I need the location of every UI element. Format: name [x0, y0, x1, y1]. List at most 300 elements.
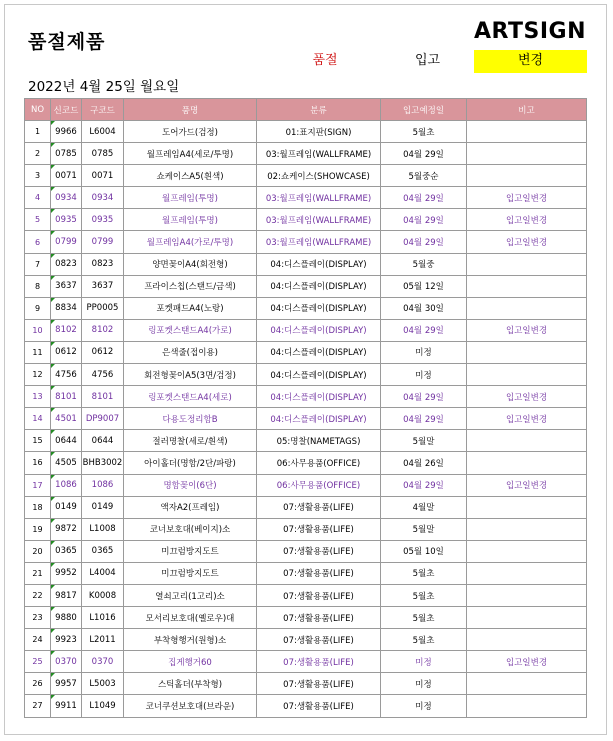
cell-name-text: 다용도정리함B — [162, 414, 218, 425]
cell-category — [257, 341, 381, 363]
cell-category-text: 07:생활용품(LIFE) — [283, 635, 354, 646]
comment-marker-icon — [51, 519, 55, 523]
cell-old-code — [82, 121, 124, 143]
comment-marker-icon — [51, 497, 55, 501]
cell-category-text: 01:표지판(SIGN) — [285, 127, 352, 138]
cell-no-text: 19 — [32, 524, 43, 534]
cell-no-text: 10 — [32, 325, 43, 335]
cell-category — [257, 231, 381, 253]
cell-no — [25, 474, 51, 496]
cell-no-text: 13 — [32, 392, 43, 402]
page-title: 품절제품 — [28, 31, 106, 53]
cell-remark-text: 입고일변경 — [505, 326, 548, 337]
comment-marker-icon — [51, 607, 55, 611]
table-row — [25, 341, 587, 363]
cell-eta-text: 5월초 — [412, 635, 435, 646]
cell-eta-text: 5월초 — [412, 591, 435, 602]
cell-category-text: 07:생활용품(LIFE) — [283, 701, 354, 712]
cell-remark — [467, 562, 587, 584]
cell-new-code — [51, 408, 82, 430]
cell-remark — [467, 474, 587, 496]
table-row — [25, 474, 587, 496]
cell-old-code-text: L1049 — [89, 700, 116, 711]
cell-old-code — [82, 275, 124, 297]
cell-name-text: 포켓패드A4(노랑) — [156, 304, 224, 315]
cell-old-code — [82, 562, 124, 584]
cell-eta-text: 04월 29일 — [403, 215, 444, 226]
table-row — [25, 386, 587, 408]
cell-no-text: 7 — [34, 259, 41, 269]
cell-new-code-text: 9872 — [55, 524, 77, 535]
table-row — [25, 695, 587, 717]
cell-remark — [467, 629, 587, 651]
table-header-row — [25, 99, 587, 121]
cell-category — [257, 452, 381, 474]
cell-eta — [381, 341, 467, 363]
cell-no — [25, 297, 51, 319]
cell-category — [257, 319, 381, 341]
cell-no — [25, 319, 51, 341]
table-row — [25, 275, 587, 297]
cell-name-text: 코너보호대(베이지)소 — [149, 525, 231, 536]
cell-eta — [381, 584, 467, 606]
table-row — [25, 297, 587, 319]
cell-new-code — [51, 430, 82, 452]
cell-eta-text: 미정 — [415, 370, 432, 381]
col-header-name: 품명 — [124, 99, 257, 121]
cell-new-code-text: 8101 — [55, 391, 77, 402]
cell-old-code — [82, 496, 124, 518]
cell-old-code — [82, 253, 124, 275]
table-row — [25, 651, 587, 673]
cell-remark — [467, 297, 587, 319]
cell-remark — [467, 364, 587, 386]
cell-name — [124, 121, 257, 143]
cell-name-text: 링포켓스탠드A4(세로) — [148, 392, 232, 403]
comment-marker-icon — [51, 452, 55, 456]
cell-category-text: 03:월프레임(WALLFRAME) — [265, 238, 372, 249]
cell-category — [257, 143, 381, 165]
cell-new-code-text: 3637 — [55, 281, 77, 292]
cell-no — [25, 165, 51, 187]
cell-eta — [381, 452, 467, 474]
cell-eta — [381, 319, 467, 341]
cell-old-code — [82, 607, 124, 629]
comment-marker-icon — [51, 187, 55, 191]
comment-marker-icon — [51, 475, 55, 479]
cell-eta-text: 4월말 — [412, 503, 435, 514]
cell-no — [25, 607, 51, 629]
table-row — [25, 540, 587, 562]
table-row — [25, 319, 587, 341]
cell-new-code — [51, 562, 82, 584]
comment-marker-icon — [51, 673, 55, 677]
cell-no-text: 3 — [34, 171, 41, 181]
cell-eta — [381, 165, 467, 187]
cell-name — [124, 386, 257, 408]
cell-name — [124, 319, 257, 341]
cell-no — [25, 187, 51, 209]
cell-old-code-text: DP9007 — [85, 413, 120, 424]
comment-marker-icon — [51, 629, 55, 633]
cell-name — [124, 430, 257, 452]
comment-marker-icon — [51, 143, 55, 147]
cell-remark-text: 입고일변경 — [505, 238, 548, 249]
cell-old-code — [82, 364, 124, 386]
cell-eta — [381, 143, 467, 165]
table-row — [25, 562, 587, 584]
cell-category — [257, 673, 381, 695]
cell-new-code — [51, 474, 82, 496]
cell-no-text: 1 — [34, 127, 41, 137]
cell-no-text: 6 — [34, 237, 41, 247]
cell-name — [124, 209, 257, 231]
cell-eta-text: 5월초 — [412, 127, 435, 138]
cell-category-text: 07:생활용품(LIFE) — [283, 547, 354, 558]
comment-marker-icon — [51, 364, 55, 368]
comment-marker-icon — [51, 563, 55, 567]
cell-remark — [467, 341, 587, 363]
cell-name-text: 코너쿠션보호대(브라운) — [145, 701, 235, 712]
cell-eta-text: 5월초 — [412, 613, 435, 624]
table-row — [25, 209, 587, 231]
cell-category — [257, 651, 381, 673]
cell-category — [257, 474, 381, 496]
comment-marker-icon — [51, 695, 55, 699]
cell-category-text: 03:월프레임(WALLFRAME) — [265, 193, 372, 204]
cell-name-text: 미끄럼방지도트 — [161, 547, 219, 558]
cell-no-text: 8 — [34, 281, 41, 291]
cell-eta — [381, 430, 467, 452]
cell-name-text: 양면꽂이A4(회전형) — [152, 260, 228, 271]
cell-name — [124, 496, 257, 518]
cell-category — [257, 584, 381, 606]
cell-old-code-text: 1086 — [91, 480, 114, 491]
cell-new-code — [51, 341, 82, 363]
cell-name-text: 은색줄(접이용) — [162, 348, 218, 359]
cell-no-text: 21 — [32, 568, 43, 578]
cell-remark — [467, 408, 587, 430]
cell-name — [124, 651, 257, 673]
cell-category — [257, 629, 381, 651]
cell-eta-text: 04월 26일 — [403, 458, 444, 469]
cell-eta — [381, 695, 467, 717]
cell-remark — [467, 584, 587, 606]
cell-no — [25, 275, 51, 297]
table-row — [25, 673, 587, 695]
cell-remark-text: 입고일변경 — [505, 414, 548, 425]
comment-marker-icon — [51, 121, 55, 125]
cell-eta-text: 5월말 — [412, 436, 435, 447]
cell-remark — [467, 121, 587, 143]
cell-new-code — [51, 275, 82, 297]
cell-category — [257, 562, 381, 584]
cell-new-code-text: 9880 — [55, 612, 77, 623]
cell-eta — [381, 673, 467, 695]
cell-category-text: 06:사무용품(OFFICE) — [276, 481, 361, 492]
cell-remark-text: 입고일변경 — [505, 657, 548, 668]
cell-old-code — [82, 430, 124, 452]
cell-eta — [381, 364, 467, 386]
table-row — [25, 452, 587, 474]
cell-category-text: 03:월프레임(WALLFRAME) — [265, 215, 372, 226]
cell-new-code-text: 0149 — [55, 502, 77, 513]
comment-marker-icon — [51, 320, 55, 324]
cell-category-text: 04:디스플레이(DISPLAY) — [270, 414, 367, 425]
cell-old-code — [82, 629, 124, 651]
cell-no-text: 5 — [34, 215, 41, 225]
cell-name — [124, 275, 257, 297]
legend-changed: 변경 — [474, 50, 587, 73]
cell-old-code-text: L6004 — [89, 126, 116, 137]
cell-name — [124, 143, 257, 165]
cell-new-code — [51, 651, 82, 673]
cell-no — [25, 121, 51, 143]
cell-name — [124, 540, 257, 562]
cell-eta — [381, 651, 467, 673]
cell-eta-text: 05월 10일 — [403, 547, 444, 558]
legend-soldout: 품절 — [312, 53, 338, 68]
cell-eta-text: 미정 — [415, 701, 432, 712]
cell-new-code — [51, 297, 82, 319]
cell-no-text: 15 — [32, 436, 43, 446]
cell-new-code-text: 8834 — [55, 303, 77, 314]
cell-eta — [381, 607, 467, 629]
brand-logo: ARTSIGN — [474, 19, 586, 44]
cell-eta-text: 5월말 — [412, 525, 435, 536]
cell-remark — [467, 452, 587, 474]
cell-old-code — [82, 143, 124, 165]
cell-old-code — [82, 187, 124, 209]
cell-category — [257, 607, 381, 629]
col-header-category: 분류 — [257, 99, 381, 121]
cell-old-code-text: 0370 — [91, 656, 114, 667]
comment-marker-icon — [51, 254, 55, 258]
cell-old-code — [82, 584, 124, 606]
cell-remark — [467, 673, 587, 695]
cell-remark-text: 입고일변경 — [505, 392, 548, 403]
cell-no-text: 23 — [32, 613, 43, 623]
cell-name-text: 집게행거60 — [168, 657, 212, 668]
cell-name — [124, 408, 257, 430]
cell-eta-text: 미정 — [415, 679, 432, 690]
cell-name — [124, 584, 257, 606]
cell-category-text: 06:사무용품(OFFICE) — [276, 458, 361, 469]
cell-category-text: 04:디스플레이(DISPLAY) — [270, 282, 367, 293]
cell-no — [25, 540, 51, 562]
cell-new-code-text: 9952 — [55, 568, 77, 579]
cell-new-code-text: 0823 — [55, 259, 77, 270]
cell-name — [124, 297, 257, 319]
cell-category-text: 04:디스플레이(DISPLAY) — [270, 260, 367, 271]
comment-marker-icon — [51, 541, 55, 545]
cell-new-code — [51, 584, 82, 606]
cell-name — [124, 452, 257, 474]
cell-old-code-text: 0612 — [91, 347, 114, 358]
cell-old-code-text: L2011 — [89, 634, 116, 645]
cell-new-code — [51, 364, 82, 386]
cell-category — [257, 540, 381, 562]
cell-old-code — [82, 474, 124, 496]
cell-eta — [381, 209, 467, 231]
cell-eta-text: 04월 29일 — [403, 392, 444, 403]
cell-eta-text: 04월 29일 — [403, 238, 444, 249]
cell-old-code-text: L1008 — [89, 524, 116, 535]
cell-name — [124, 253, 257, 275]
cell-old-code — [82, 695, 124, 717]
comment-marker-icon — [51, 165, 55, 169]
cell-remark — [467, 319, 587, 341]
cell-remark — [467, 651, 587, 673]
cell-no — [25, 673, 51, 695]
cell-category-text: 07:생활용품(LIFE) — [283, 569, 354, 580]
cell-remark-text: 입고일변경 — [505, 215, 548, 226]
cell-eta — [381, 187, 467, 209]
cell-no-text: 25 — [32, 657, 43, 667]
cell-category-text: 03:월프레임(WALLFRAME) — [265, 149, 372, 160]
col-header-eta: 입고예정일 — [381, 99, 467, 121]
cell-new-code-text: 0785 — [55, 148, 77, 159]
table-row — [25, 408, 587, 430]
table-row — [25, 607, 587, 629]
cell-no-text: 22 — [32, 591, 43, 601]
cell-old-code-text: PP0005 — [86, 303, 119, 314]
comment-marker-icon — [51, 430, 55, 434]
cell-category — [257, 386, 381, 408]
cell-new-code-text: 0644 — [55, 435, 77, 446]
cell-old-code-text: 0823 — [91, 259, 114, 270]
cell-name-text: 열쇠고리(1고리)소 — [155, 591, 225, 602]
cell-old-code-text: 0365 — [91, 546, 114, 557]
cell-no-text: 9 — [34, 303, 41, 313]
cell-remark — [467, 187, 587, 209]
cell-category — [257, 408, 381, 430]
cell-name — [124, 364, 257, 386]
cell-old-code — [82, 540, 124, 562]
cell-name — [124, 474, 257, 496]
comment-marker-icon — [51, 386, 55, 390]
comment-marker-icon — [51, 585, 55, 589]
cell-new-code — [51, 187, 82, 209]
cell-new-code — [51, 452, 82, 474]
cell-name — [124, 562, 257, 584]
cell-no — [25, 231, 51, 253]
cell-new-code-text: 0799 — [55, 237, 77, 248]
cell-name-text: 월프레임(투명) — [162, 215, 218, 226]
cell-category — [257, 297, 381, 319]
cell-new-code-text: 9817 — [55, 590, 77, 601]
cell-new-code-text: 9923 — [55, 634, 77, 645]
cell-new-code — [51, 518, 82, 540]
cell-no — [25, 253, 51, 275]
cell-remark — [467, 695, 587, 717]
cell-new-code — [51, 319, 82, 341]
cell-remark — [467, 540, 587, 562]
cell-old-code-text: 0149 — [91, 502, 114, 513]
cell-old-code — [82, 408, 124, 430]
cell-remark — [467, 386, 587, 408]
cell-name — [124, 695, 257, 717]
cell-name-text: 절러명찰(세로/흰색) — [152, 436, 228, 447]
cell-no — [25, 408, 51, 430]
cell-new-code-text: 9957 — [55, 678, 77, 689]
cell-new-code — [51, 496, 82, 518]
cell-name — [124, 187, 257, 209]
cell-category-text: 04:디스플레이(DISPLAY) — [270, 348, 367, 359]
cell-eta-text: 04월 30일 — [403, 304, 444, 315]
comment-marker-icon — [51, 298, 55, 302]
cell-no-text: 12 — [32, 370, 43, 380]
soldout-table — [24, 98, 587, 718]
cell-category-text: 05:명찰(NAMETAGS) — [276, 436, 361, 447]
cell-no — [25, 143, 51, 165]
cell-category — [257, 518, 381, 540]
cell-eta — [381, 121, 467, 143]
cell-remark — [467, 430, 587, 452]
cell-old-code — [82, 651, 124, 673]
cell-no — [25, 584, 51, 606]
cell-remark — [467, 253, 587, 275]
cell-new-code — [51, 695, 82, 717]
cell-remark-text: 입고일변경 — [505, 193, 548, 204]
cell-no-text: 27 — [32, 701, 43, 711]
cell-old-code — [82, 518, 124, 540]
cell-new-code — [51, 607, 82, 629]
cell-old-code-text: 8102 — [91, 325, 114, 336]
cell-category-text: 07:생활용품(LIFE) — [283, 679, 354, 690]
cell-no-text: 18 — [32, 502, 43, 512]
cell-no-text: 20 — [32, 546, 43, 556]
cell-no — [25, 341, 51, 363]
cell-old-code — [82, 341, 124, 363]
cell-no — [25, 386, 51, 408]
cell-category — [257, 187, 381, 209]
cell-new-code — [51, 386, 82, 408]
cell-old-code-text: 0071 — [91, 170, 114, 181]
cell-old-code — [82, 209, 124, 231]
cell-eta — [381, 275, 467, 297]
cell-no — [25, 209, 51, 231]
table-row — [25, 629, 587, 651]
cell-name — [124, 341, 257, 363]
cell-old-code — [82, 297, 124, 319]
cell-no — [25, 629, 51, 651]
cell-eta-text: 04월 29일 — [403, 481, 444, 492]
cell-new-code — [51, 165, 82, 187]
cell-eta — [381, 231, 467, 253]
cell-new-code-text: 0071 — [55, 170, 77, 181]
cell-no — [25, 562, 51, 584]
cell-new-code — [51, 231, 82, 253]
cell-category — [257, 430, 381, 452]
cell-eta-text: 5월중 — [412, 260, 435, 271]
cell-new-code-text: 0612 — [55, 347, 77, 358]
table-row — [25, 253, 587, 275]
table-row — [25, 143, 587, 165]
cell-name-text: 모서리보호대(옐로우)대 — [145, 613, 235, 624]
comment-marker-icon — [51, 209, 55, 213]
cell-eta-text: 5월초 — [412, 569, 435, 580]
cell-remark-text: 입고일변경 — [505, 481, 548, 492]
cell-category-text: 04:디스플레이(DISPLAY) — [270, 392, 367, 403]
cell-category-text: 02:쇼케이스(SHOWCASE) — [267, 171, 370, 182]
cell-name — [124, 165, 257, 187]
col-header-remark: 비고 — [467, 99, 587, 121]
cell-category-text: 04:디스플레이(DISPLAY) — [270, 326, 367, 337]
cell-category — [257, 253, 381, 275]
cell-name-text: 프라이스칩(스탠드/금색) — [144, 282, 236, 293]
cell-new-code-text: 4505 — [55, 457, 77, 468]
